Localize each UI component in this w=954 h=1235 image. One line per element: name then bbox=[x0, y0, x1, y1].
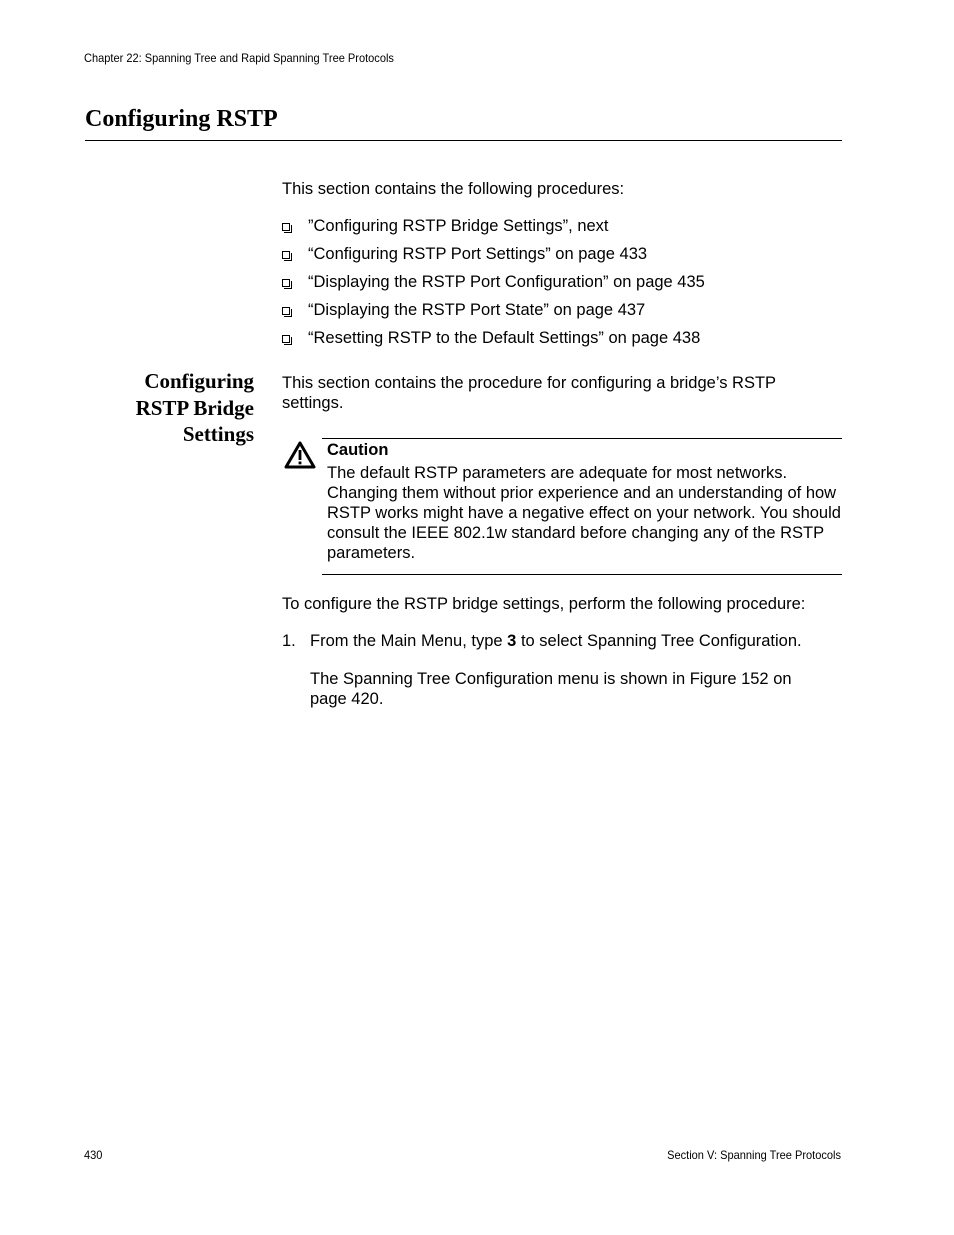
procedure-list bbox=[282, 216, 705, 356]
subsection-heading-line: Settings bbox=[182, 422, 254, 446]
warning-triangle-icon bbox=[284, 441, 316, 469]
subsection-intro: This section contains the procedure for configuring a bridge’s RSTP settings. bbox=[282, 374, 776, 412]
footer-section: Section V: Spanning Tree Protocols bbox=[667, 1148, 841, 1162]
list-item-text: “Displaying the RSTP Port State” on page 437 bbox=[308, 301, 646, 319]
list-item[interactable] bbox=[282, 244, 705, 272]
caution-label: Caution bbox=[327, 441, 389, 459]
subsection-heading-line: Configuring bbox=[144, 369, 254, 393]
list-item[interactable] bbox=[282, 300, 705, 328]
step-note: The Spanning Tree Configuration menu is shown in Figure 152 on page 420. bbox=[310, 670, 792, 708]
checkbox-bullet-icon bbox=[282, 251, 290, 259]
checkbox-bullet-icon bbox=[282, 307, 290, 315]
caution-bottom-rule bbox=[322, 574, 842, 575]
checkbox-bullet-icon bbox=[282, 223, 290, 231]
running-header: Chapter 22: Spanning Tree and Rapid Spanning Tree Protocols bbox=[84, 51, 394, 65]
procedure-step bbox=[282, 631, 802, 651]
checkbox-bullet-icon bbox=[282, 335, 290, 343]
list-item-text: “Displaying the RSTP Port Configuration” on page 435 bbox=[308, 273, 705, 291]
section-title: Configuring RSTP bbox=[85, 106, 278, 132]
step-number: 1. bbox=[282, 632, 296, 650]
step-key: 3 bbox=[507, 632, 517, 650]
list-item-text: ”Configuring RSTP Bridge Settings”, next bbox=[308, 217, 609, 235]
list-item[interactable] bbox=[282, 272, 705, 300]
list-item-text: “Resetting RSTP to the Default Settings” on page 438 bbox=[308, 329, 701, 347]
title-rule bbox=[85, 140, 842, 141]
list-item[interactable] bbox=[282, 328, 705, 356]
caution-box bbox=[282, 438, 842, 575]
step-text-before: From the Main Menu, type bbox=[310, 632, 508, 650]
checkbox-bullet-icon bbox=[282, 279, 290, 287]
caution-text: The default RSTP parameters are adequate for most networks. Changing them without prior experience and an understanding of how RSTP works might have a negative effect on your network. You should consult the IEEE 802.1w standard before changing any of the RSTP parameters. bbox=[327, 464, 841, 562]
list-item-text: “Configuring RSTP Port Settings” on page 433 bbox=[308, 245, 648, 263]
subsection-heading-line: RSTP Bridge bbox=[135, 395, 254, 420]
subsection-heading bbox=[84, 368, 254, 448]
caution-top-rule bbox=[322, 438, 842, 439]
procedure-intro: To configure the RSTP bridge settings, perform the following procedure: bbox=[282, 595, 806, 613]
page-number: 430 bbox=[84, 1148, 103, 1162]
step-text-after: to select Spanning Tree Configuration. bbox=[516, 632, 802, 650]
list-item[interactable] bbox=[282, 216, 705, 244]
procedures-intro: This section contains the following procedures: bbox=[282, 180, 625, 198]
